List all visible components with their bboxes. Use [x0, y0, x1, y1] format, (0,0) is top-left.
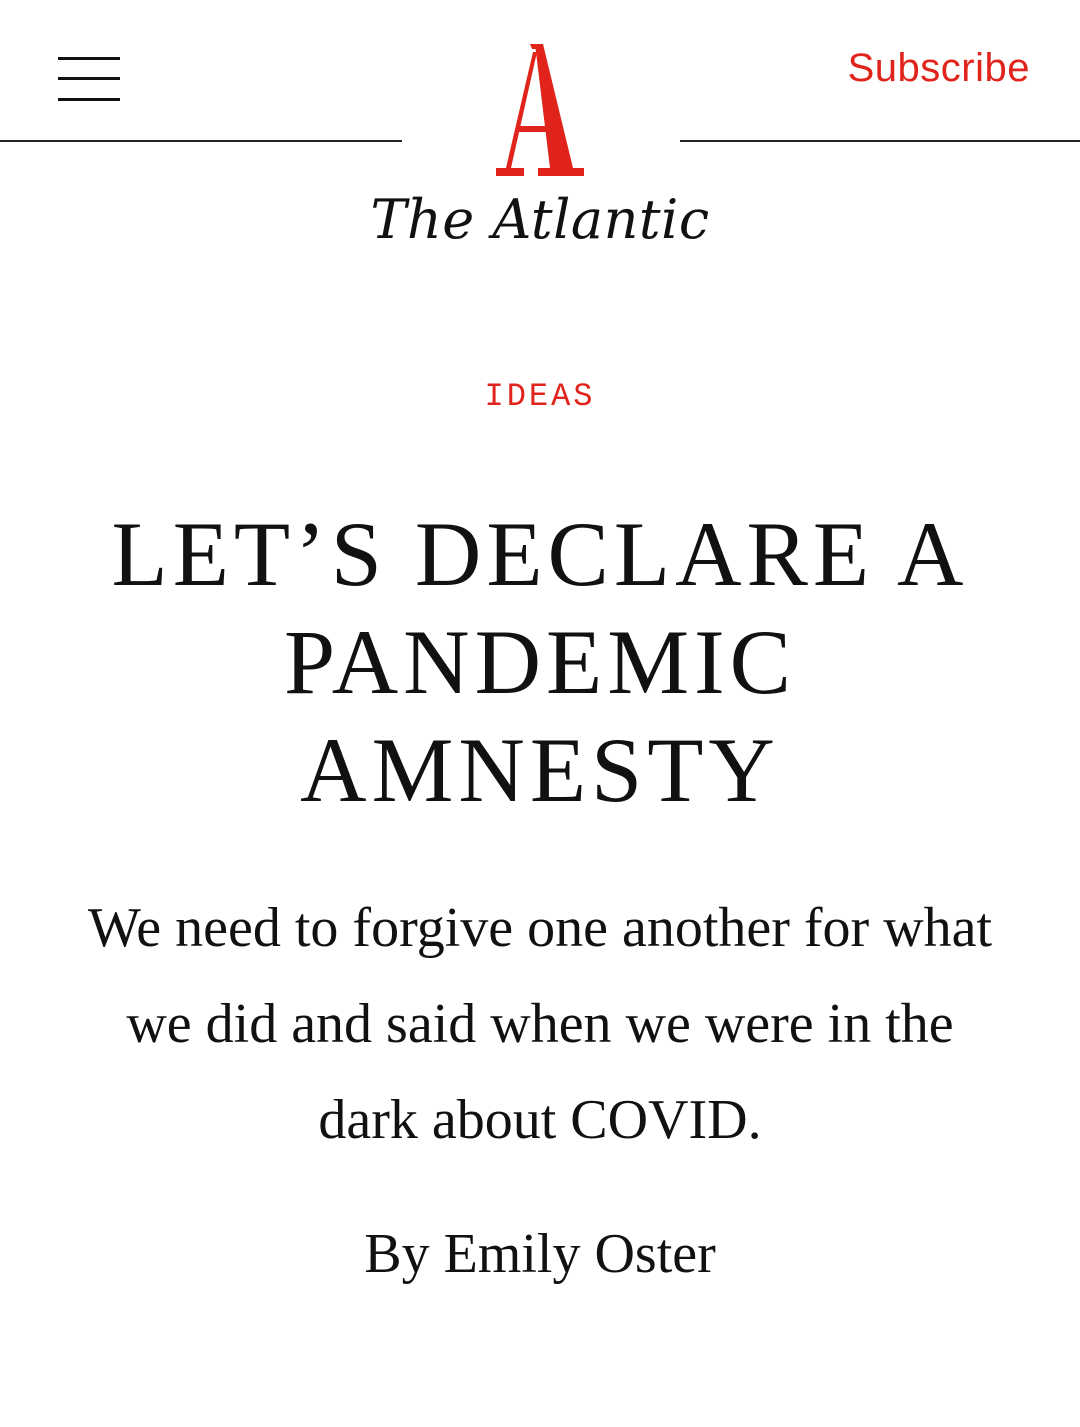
header-divider-left: [0, 140, 402, 142]
logo-letter-a-icon: [496, 44, 584, 176]
menu-button[interactable]: [58, 55, 120, 105]
header-divider-right: [680, 140, 1080, 142]
article-dek: We need to forgive one another for what we did and said when we were in the dark about COVID.: [87, 897, 993, 1151]
hamburger-menu-icon: [58, 57, 120, 60]
atlantic-logo-a[interactable]: [440, 30, 640, 190]
site-wordmark[interactable]: The Atlantic: [370, 188, 710, 251]
byline-prefix: By: [364, 1223, 430, 1285]
article-headline: LET’S DECLARE A PANDEMIC AMNESTY: [111, 503, 969, 821]
site-header: [0, 0, 1080, 270]
section-label[interactable]: IDEAS: [484, 378, 596, 415]
byline: [0, 1222, 1080, 1286]
subscribe-link[interactable]: Subscribe: [847, 46, 1030, 90]
author-link[interactable]: Emily Oster: [443, 1223, 716, 1285]
